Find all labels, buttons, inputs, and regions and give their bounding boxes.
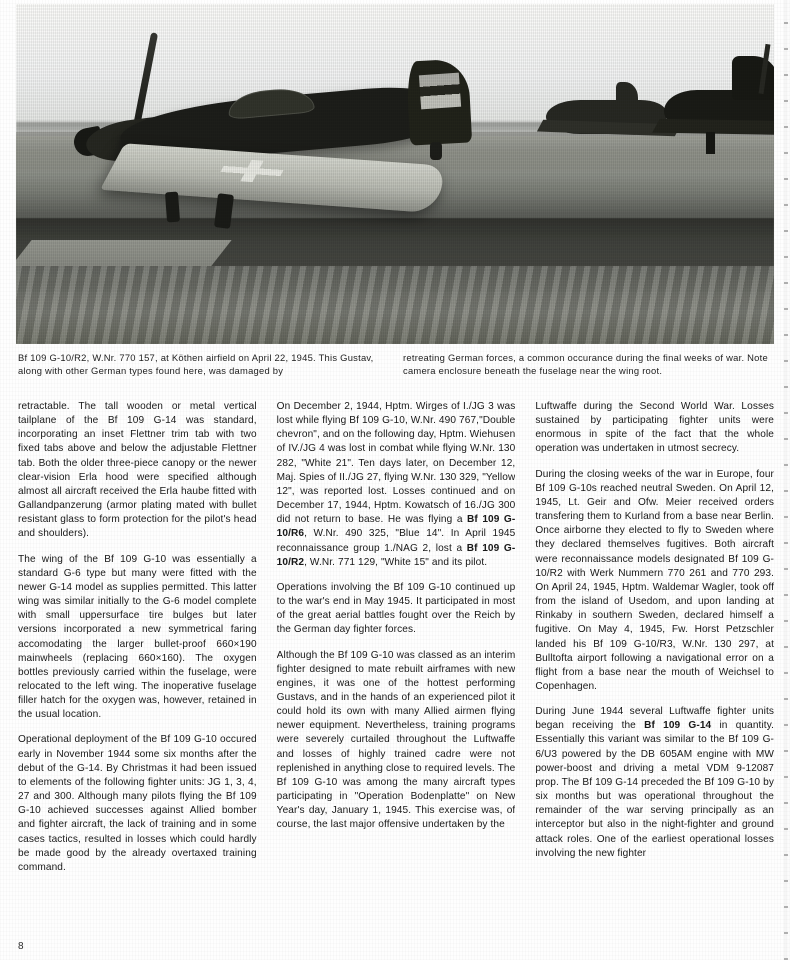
- paragraph-text: On December 2, 1944, Hptm. Wirges of I./JG 3 was lost while flying Bf 109 G-10, W.Nr. 490 767,"Double chevron", and on the following day, Hptm. Wiehusen of IV./JG 4 was lost in combat while flying W.Nr. 130 282, "White 21". Ten days later, on December 12, Maj. Spies of II./JG 27, flying W.Nr. 130 329, "Yellow 12", was reported lost. Losses continued and on December 17, 1944, Hptm. Kowatsch of 16./JG 300 did not return to base. He was flying a: [276, 401, 516, 526]
- article-body: [18, 400, 774, 940]
- paragraph: During the closing weeks of the war in Europe, four Bf 109 G-10s reached neutral Sweden. On April 12, 1945, Lt. Geir and Ofw. Meier received orders transfering them to Kurland from a base near Berlin. Once airborne they elected to fly to Sweden where they declared themselves fugitives. Both aircraft were reconnaissance models designated Bf 109 G-10/R2 with Werk Nummern 770 261 and 770 293. On April 24, 1945, Hptm. Waldemar Wagler, took off from the island of Usedom, and upon landing at Rinkaby in southern Sweden, declared himself a fugitive. On May 4, 1945, Fw. Horst Petzschler landed his Bf 109 G-10/R3, W.Nr. 130 297, at Bulltofta airport following a navigational error on a flight from a base near the mouth of Weichsel to Copenhagen.: [535, 468, 775, 692]
- paragraph: The wing of the Bf 109 G-10 was essentially a standard G-6 type but many were fitted with the newer G-14 model as supplies permitted. This latter wing was similar initially to the G-6 model complete with small uppersurface tire bulges but later versions incorporated a new symmetrical faring accomodating the larger bullet-proof 660×190 mainwheels (replacing 660×160). The oxygen bottles previously carried within the fuselage, were relocated to the left wing. The inoperative fuselage filler hatch for the oxygen was, however, retained in the usual location.: [18, 553, 257, 721]
- paragraph: Luftwaffe during the Second World War. Losses sustained by participating fighter units were enormous in spite of the fact that the whole operation was undertaken in utmost secrecy.: [535, 401, 775, 455]
- text-column-right: [535, 400, 774, 940]
- caption-left-part: Bf 109 G-10/R2, W.Nr. 770 157, at Köthen airfield on April 22, 1945. This Gustav, along with other German types found here, was damaged by: [18, 352, 374, 377]
- paragraph: [277, 400, 516, 570]
- aircraft-designation: Bf 109 G-10/R6: [276, 514, 516, 540]
- halftone-grain-overlay: [16, 4, 774, 344]
- paragraph: [535, 705, 774, 861]
- scan-edge-dots: [784, 0, 788, 960]
- text-column-middle: [277, 400, 516, 940]
- paragraph: retractable. The tall wooden or metal vertical tailplane of the Bf 109 G-14 was standard, incorporating an inset Flettner trim tab with two fixed tabs above and below the adjustable Flettner tab. Both the older three-piece canopy or the newer clear-vision Erla hood were specified although almost all aircraft received the Erla haube fitted with Gallandpanzerung (armor plating mated with bullet resistant glass to form protection for the pilot's head and shoulders).: [18, 401, 257, 540]
- text-column-left: [18, 400, 257, 940]
- paragraph: Although the Bf 109 G-10 was classed as an interim fighter designed to mate rebuilt airframes with new engines, it was one of the hottest performing Gustavs, and in the hands of an experienced pilot it could hold its own with many Allied airmen flying newer equipment. Nevertheless, training programs were severely curtailed throughout the Luftwaffe and losses of highly trained cadre were not replenished in anything close to required levels. The Bf 109 G-10 was among the many aircraft types participating in "Operation Bodenplatte" on New Year's day, January 1, 1945. This exercise was, of course, the last major offensive undertaken by the: [276, 649, 516, 831]
- paragraph-text: , W.Nr. 771 129, "White 15" and its pilot.: [304, 556, 488, 568]
- paragraph: Operational deployment of the Bf 109 G-10 occured early in November 1944 some six months after the debut of the G-14. By Christmas it had been issued to elements of the following fighter units: JG 1, 3, 4, 27 and 300. Although many pilots flying the Bf 109 G-10 achieved successes against Allied bomber and fighter aircraft, the lack of training and in some cases tactics, resulted in losses which could hardly be made good by the already overtaxed training command.: [18, 734, 257, 873]
- aircraft-photograph: [16, 4, 774, 344]
- photo-background: [16, 4, 774, 344]
- paragraph-text: in quantity. Essentially this variant was similar to the Bf 109 G-6/U3 powered by the DB 605AM engine with MW power-boost and driving a metal VDM 9-12087 prop. The Bf 109 G-14 preceded the Bf 109 G-10 by six months but was operational throughout the remainder of the war serving principally as an interceptor but also in the night-fighter and ground attack roles. One of the earliest operational losses involving the new fighter: [535, 720, 775, 859]
- caption-right-part: retreating German forces, a common occurance during the final weeks of war. Note camera enclosure beneath the fuselage near the wing root.: [403, 352, 768, 377]
- aircraft-designation: Bf 109 G-10/R2: [276, 542, 516, 568]
- paragraph: Operations involving the Bf 109 G-10 continued up to the war's end in May 1945. It participated in most of the great aerial battles fought over the Reich by the German day fighter forces.: [276, 581, 516, 636]
- paragraph-text: During June 1944 several Luftwaffe fighter units began receiving the: [535, 706, 775, 732]
- page-number: 8: [18, 941, 24, 952]
- photo-caption: [18, 351, 774, 378]
- aircraft-designation: Bf 109 G-14: [644, 720, 712, 732]
- paragraph-text: , W.Nr. 490 325, "Blue 14". In April 1945 reconnaissance group 1./NAG 2, lost a: [276, 528, 516, 554]
